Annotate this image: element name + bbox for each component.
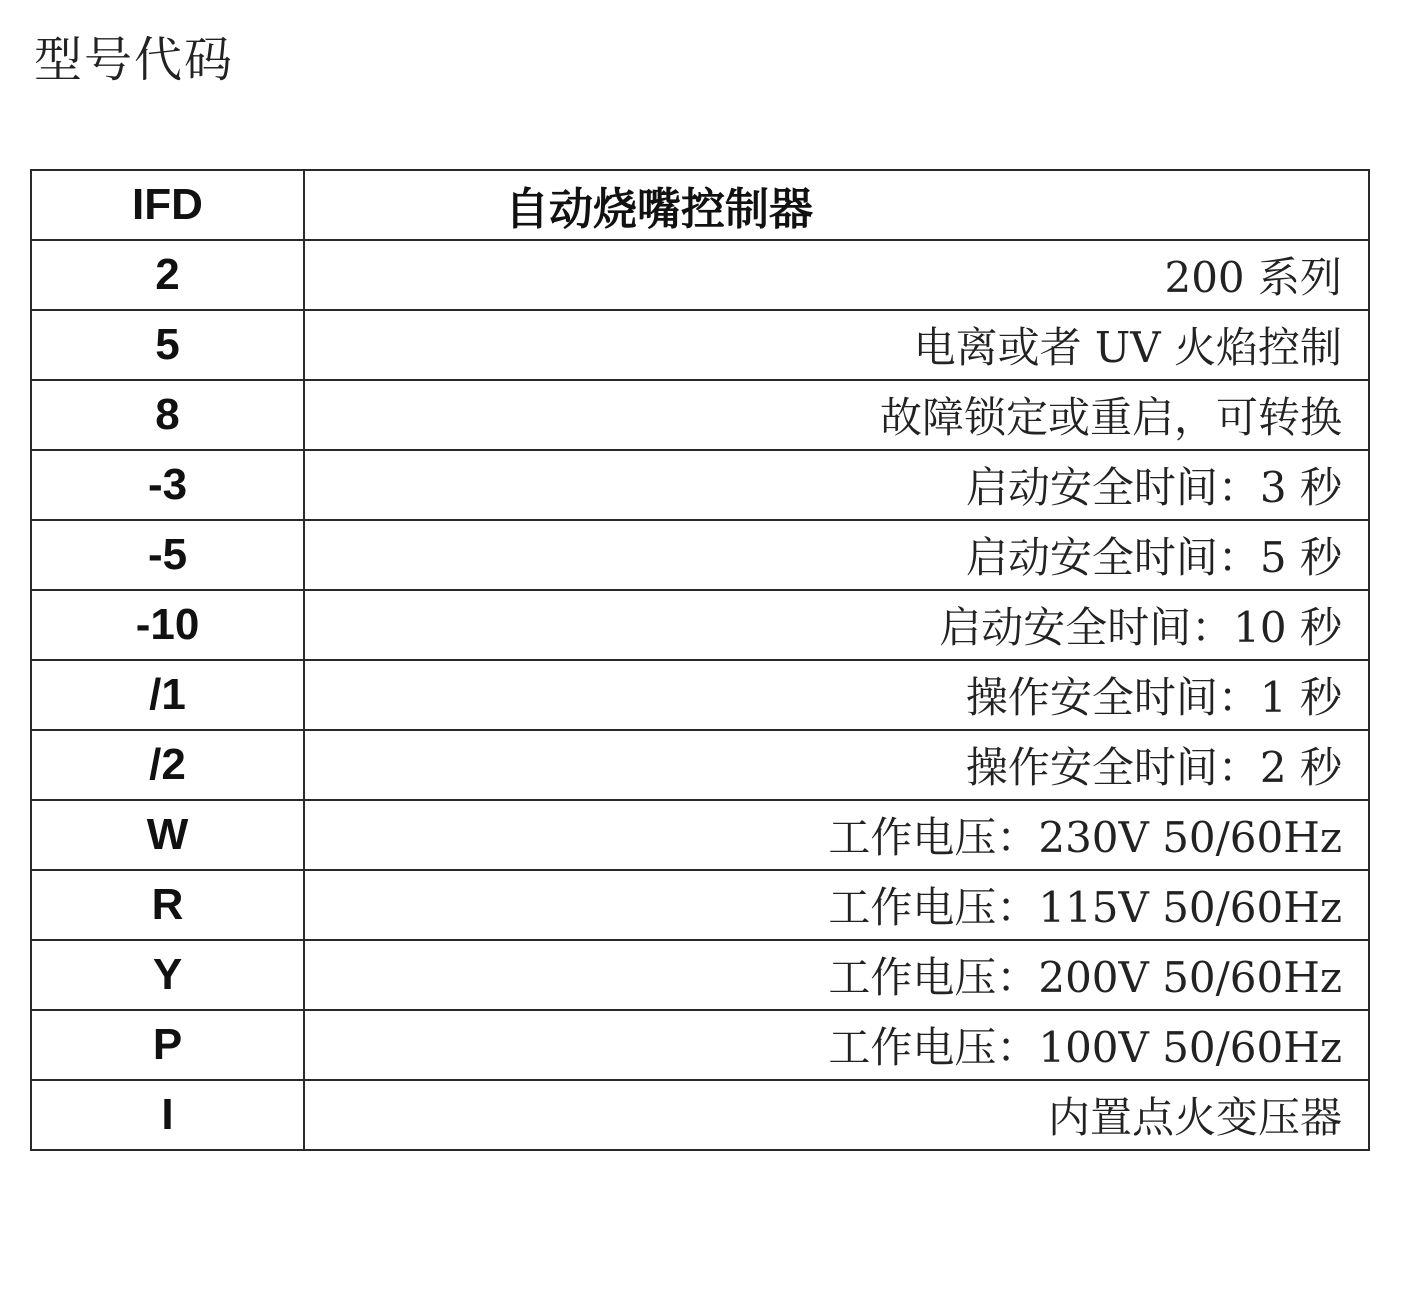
code-cell: 8 [31, 380, 304, 450]
description-cell: 启动安全时间：3 秒 [304, 450, 1369, 520]
code-cell: 5 [31, 310, 304, 380]
code-cell: /1 [31, 660, 304, 730]
table-row [31, 730, 1369, 800]
description-cell: 工作电压：200V 50/60Hz [304, 940, 1369, 1010]
description-cell: 内置点火变压器 [304, 1080, 1369, 1150]
code-cell: 2 [31, 240, 304, 310]
table-row [31, 520, 1369, 590]
page-title: 型号代码 [34, 32, 235, 88]
code-cell: R [31, 870, 304, 940]
table-row [31, 940, 1369, 1010]
code-cell: W [31, 800, 304, 870]
description-cell: 电离或者 UV 火焰控制 [304, 310, 1369, 380]
description-cell: 启动安全时间：5 秒 [304, 520, 1369, 590]
table-row [31, 800, 1369, 870]
table-row [31, 1010, 1369, 1080]
header-description-cell: 自动烧嘴控制器 [304, 170, 1369, 240]
code-cell: P [31, 1010, 304, 1080]
table-header-row [31, 170, 1369, 240]
table-row [31, 870, 1369, 940]
table-row [31, 590, 1369, 660]
code-cell: /2 [31, 730, 304, 800]
table-row [31, 310, 1369, 380]
description-cell: 工作电压：100V 50/60Hz [304, 1010, 1369, 1080]
description-cell: 操作安全时间：2 秒 [304, 730, 1369, 800]
code-cell: -10 [31, 590, 304, 660]
model-code-table [30, 169, 1370, 1151]
table-row [31, 1080, 1369, 1150]
description-cell: 工作电压：115V 50/60Hz [304, 870, 1369, 940]
description-cell: 工作电压：230V 50/60Hz [304, 800, 1369, 870]
code-cell: -3 [31, 450, 304, 520]
code-cell: -5 [31, 520, 304, 590]
header-code-cell: IFD [31, 170, 304, 240]
table-row [31, 240, 1369, 310]
code-cell: Y [31, 940, 304, 1010]
table-row [31, 450, 1369, 520]
description-cell: 启动安全时间：10 秒 [304, 590, 1369, 660]
description-cell: 200 系列 [304, 240, 1369, 310]
table-row [31, 380, 1369, 450]
table-row [31, 660, 1369, 730]
code-cell: I [31, 1080, 304, 1150]
description-cell: 故障锁定或重启，可转换 [304, 380, 1369, 450]
description-cell: 操作安全时间：1 秒 [304, 660, 1369, 730]
